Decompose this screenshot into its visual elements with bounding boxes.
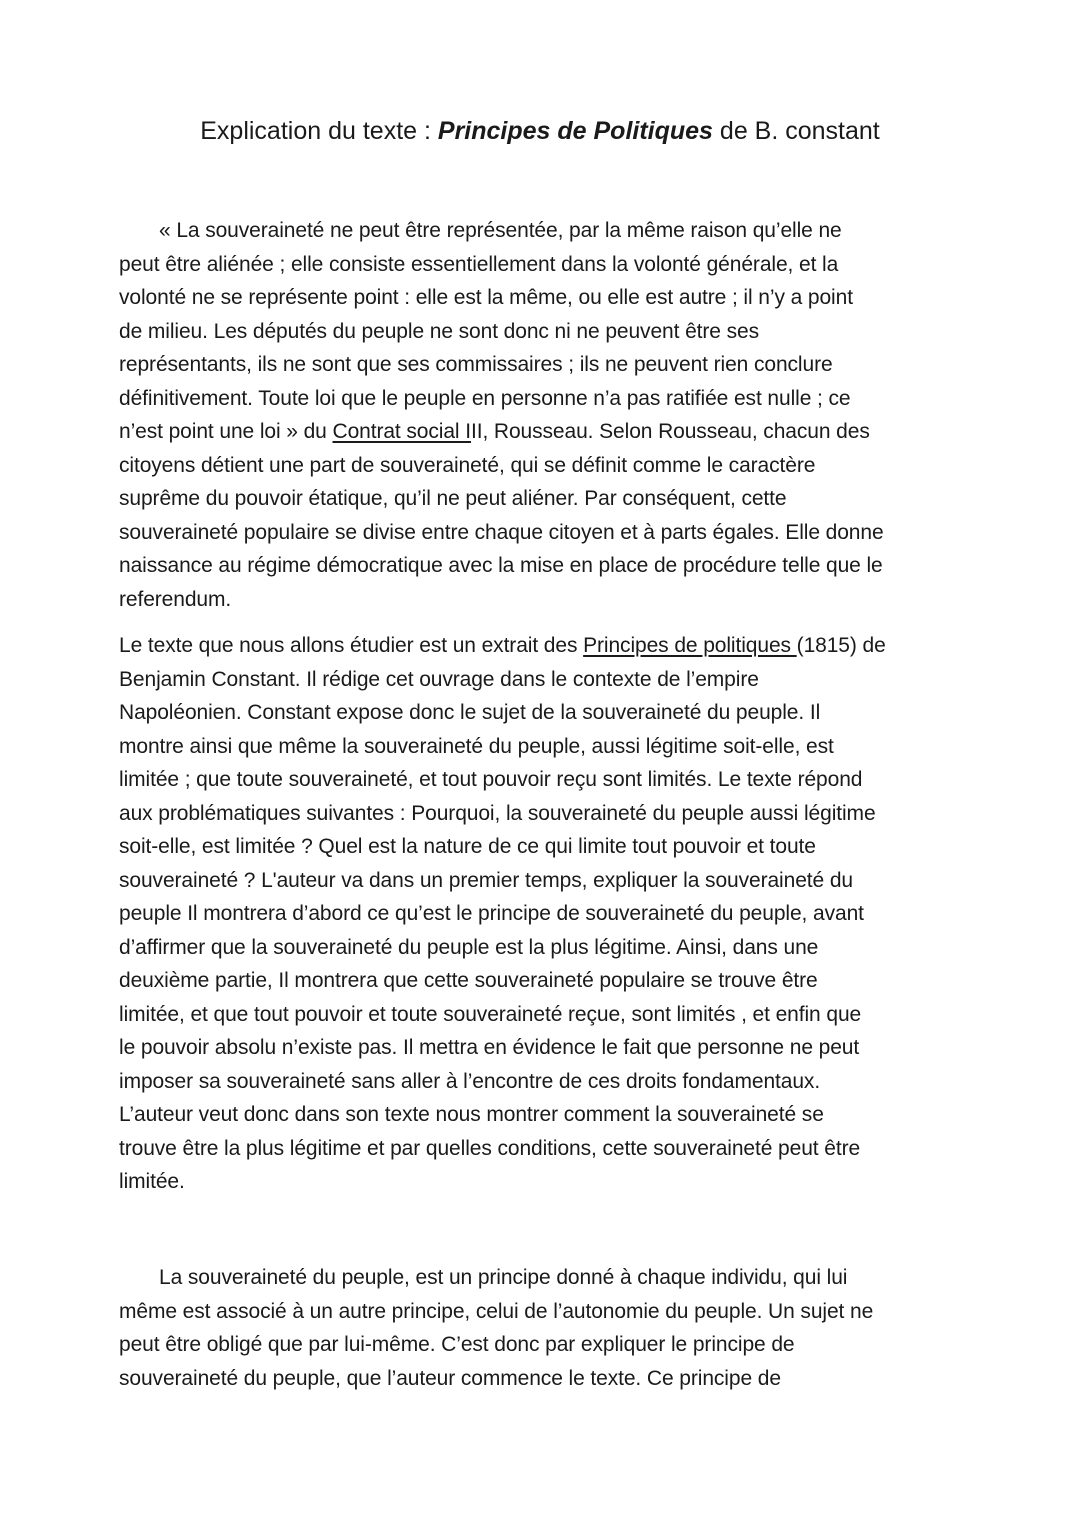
text-line: soit-elle, est limitée ? Quel est la nature de ce qui limite tout pouvoir et toute: [119, 835, 816, 858]
text-line: aux problématiques suivantes : Pourquoi, la souveraineté du peuple aussi légitime: [119, 801, 876, 825]
text-line: L’auteur veut donc dans son texte nous montrer comment la souveraineté se: [119, 1103, 824, 1126]
text-line: peut être aliénée ; elle consiste essentiellement dans la volonté générale, et la: [119, 252, 839, 276]
work-reference-contrat-social: Contrat social I: [332, 420, 471, 443]
text-line: deuxième partie, Il montrera que cette souveraineté populaire se trouve être: [119, 969, 818, 992]
text-line: trouve être la plus légitime et par quelles conditions, cette souveraineté peut être: [119, 1136, 861, 1160]
text-line: « La souveraineté ne peut être représentée, par la même raison qu’elle ne: [159, 219, 842, 242]
text-line: le pouvoir absolu n’existe pas. Il mettra en évidence le fait que personne ne peut: [119, 1036, 860, 1059]
text-line: souveraineté populaire se divise entre chaque citoyen et à parts égales. Elle donne: [119, 520, 884, 544]
text-line: peuple Il montrera d’abord ce qu’est le principe de souveraineté du peuple, avant: [119, 902, 864, 925]
paragraph-introduction-quote: [119, 214, 981, 616]
text-line: limitée.: [119, 1170, 185, 1193]
work-reference-principes: Principes de politiques: [583, 634, 797, 657]
text-line: La souveraineté du peuple, est un principe donné à chaque individu, qui lui: [159, 1266, 848, 1289]
text-line: souveraineté du peuple, que l’auteur commence le texte. Ce principe de: [119, 1366, 781, 1390]
text-line: montre ainsi que même la souveraineté du peuple, aussi légitime soit-elle, est: [119, 734, 834, 758]
paragraph-development: [119, 1261, 981, 1395]
text-line: referendum.: [119, 587, 232, 611]
text-line: même est associé à un autre principe, celui de l’autonomie du peuple. Un sujet ne: [119, 1299, 874, 1323]
title-prefix: Explication du texte :: [200, 117, 438, 145]
document-title: [0, 114, 1080, 148]
text-line: citoyens détient une part de souveraineté, qui se définit comme le caractère: [119, 453, 816, 477]
text-line: limitée ; que toute souveraineté, et tout pouvoir reçu sont limités. Le texte répond: [119, 768, 863, 791]
text-line: d’affirmer que la souveraineté du peuple est la plus légitime. Ainsi, dans une: [119, 935, 819, 959]
text-line: imposer sa souveraineté sans aller à l’encontre de ces droits fondamentaux.: [119, 1069, 821, 1093]
title-suffix: de B. constant: [712, 117, 880, 145]
text-line: n’est point une loi » du Contrat social III, Rousseau. Selon Rousseau, chacun des: [119, 420, 870, 443]
text-line: volonté ne se représente point : elle est la même, ou elle est autre ; il n’y a point: [119, 286, 853, 309]
title-work: Principes de Politiques: [437, 117, 713, 145]
text-line: naissance au régime démocratique avec la mise en place de procédure telle que le: [119, 554, 883, 577]
text-line: limitée, et que tout pouvoir et toute souveraineté reçue, sont limités , et enfin que: [119, 1002, 862, 1026]
text-line: Napoléonien. Constant expose donc le sujet de la souveraineté du peuple. Il: [119, 701, 821, 724]
text-line: peut être obligé que par lui-même. C’est donc par expliquer le principe de: [119, 1333, 795, 1356]
text-line: suprême du pouvoir étatique, qu’il ne peut aliéner. Par conséquent, cette: [119, 487, 787, 510]
text-line: de milieu. Les députés du peuple ne sont donc ni ne peuvent être ses: [119, 319, 759, 343]
paragraph-presentation: [119, 629, 981, 1199]
text-line: définitivement. Toute loi que le peuple en personne n’a pas ratifiée est nulle ; ce: [119, 386, 851, 410]
text-line: souveraineté ? L'auteur va dans un premier temps, expliquer la souveraineté du: [119, 868, 853, 892]
text-line: Le texte que nous allons étudier est un extrait des Principes de politiques (1815) de: [119, 634, 886, 657]
text-line: représentants, ils ne sont que ses commissaires ; ils ne peuvent rien conclure: [119, 353, 833, 376]
text-line: Benjamin Constant. Il rédige cet ouvrage dans le contexte de l’empire: [119, 667, 759, 691]
